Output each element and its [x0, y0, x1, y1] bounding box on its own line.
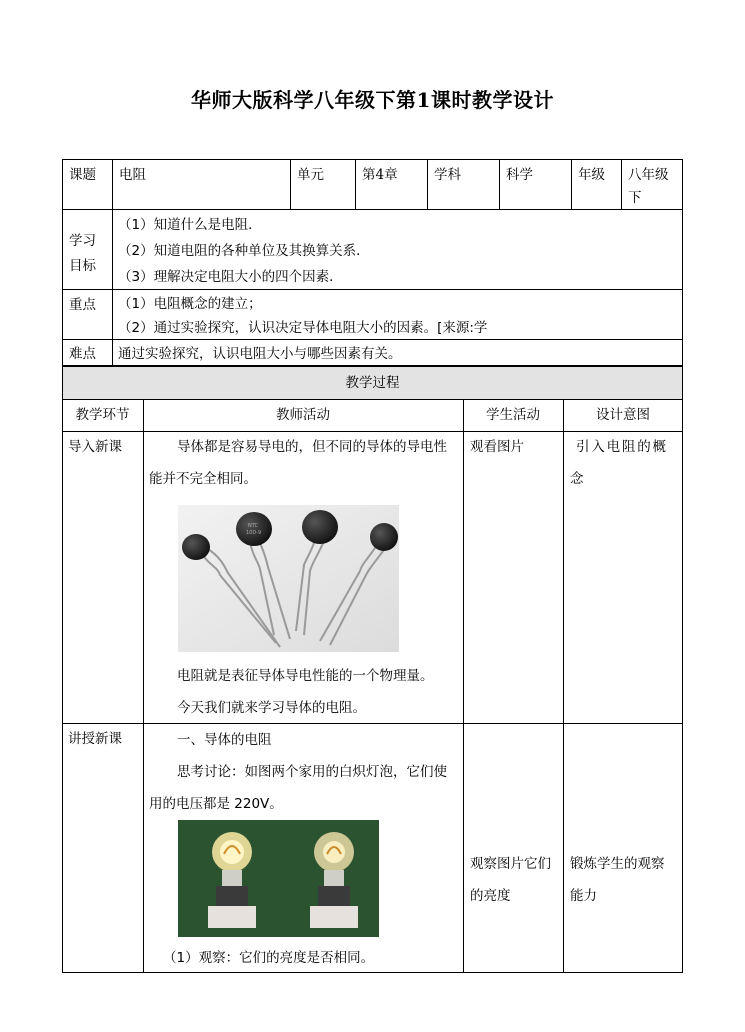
lesson-student-line1: 观察图片它们	[470, 856, 551, 872]
grade-label: 年级	[578, 167, 605, 183]
light-bulb-photo	[178, 820, 379, 937]
intro-teacher-text: 能并不完全相同。	[149, 471, 257, 487]
process-title: 教学过程	[345, 375, 400, 391]
difficulty-text: 通过实验探究，认识电阻大小与哪些因素有关。	[118, 346, 402, 362]
key-point-item: （1）电阻概念的建立；	[118, 296, 262, 312]
lesson-stage: 讲授新课	[68, 731, 122, 747]
intro-teacher-text: 导体都是容易导电的，但不同的导体的导电性	[177, 439, 447, 455]
lesson-intent-line1: 锻炼学生的观察	[570, 856, 665, 872]
intro-stage: 导入新课	[68, 439, 122, 455]
course-value: 电阻	[119, 167, 146, 183]
intro-teacher-text: 电阻就是表征导体导电性能的一个物理量。	[177, 668, 434, 684]
intro-intent-line1: 引入电阻的概	[576, 439, 668, 455]
difficulty-label: 难点	[69, 346, 96, 362]
lesson-teacher-text: 思考讨论：如图两个家用的白炽灯泡，它们使	[177, 764, 447, 780]
intro-teacher-text: 今天我们就来学习导体的电阻。	[177, 700, 366, 716]
lesson-intent-line2: 能力	[570, 888, 597, 904]
column-header-stage: 教学环节	[75, 407, 130, 423]
grade-value-line1: 八年级	[628, 167, 669, 183]
unit-value: 第4章	[362, 167, 398, 183]
intro-intent-line2: 念	[570, 471, 584, 487]
resistor-photo	[178, 505, 399, 652]
objective-item: （2）知道电阻的各种单位及其换算关系．	[118, 243, 370, 259]
subject-label: 学科	[434, 167, 461, 183]
intro-student-activity: 观看图片	[470, 439, 524, 455]
key-points-label: 重点	[69, 297, 96, 313]
objectives-label-line1: 学习	[69, 233, 96, 249]
document-title: 华师大版科学八年级下第1课时教学设计	[191, 88, 554, 112]
grade-value-line2: 下	[628, 190, 642, 206]
column-header-student: 学生活动	[486, 407, 540, 423]
lesson-teacher-text: 用的电压都是 220V。	[149, 796, 283, 812]
resistor-code-label: 10D-9	[246, 530, 262, 536]
objective-item: （3）理解决定电阻大小的四个因素．	[118, 269, 343, 285]
column-header-teacher: 教师活动	[276, 407, 330, 423]
resistor-mark-label: NTC	[248, 523, 258, 529]
column-header-intent: 设计意图	[596, 407, 650, 423]
objectives-label-line2: 目标	[69, 258, 96, 274]
unit-label: 单元	[297, 167, 324, 183]
objective-item: （1）知道什么是电阻．	[118, 217, 262, 233]
lesson-student-line2: 的亮度	[470, 888, 511, 904]
subject-value: 科学	[506, 167, 533, 183]
course-label: 课题	[69, 167, 96, 183]
key-point-item: （2）通过实验探究，认识决定导体电阻大小的因素。[来源:学	[118, 320, 488, 336]
lesson-teacher-heading: 一、导体的电阻	[177, 732, 272, 748]
lesson-teacher-text: （1）观察：它们的亮度是否相同。	[163, 950, 375, 966]
